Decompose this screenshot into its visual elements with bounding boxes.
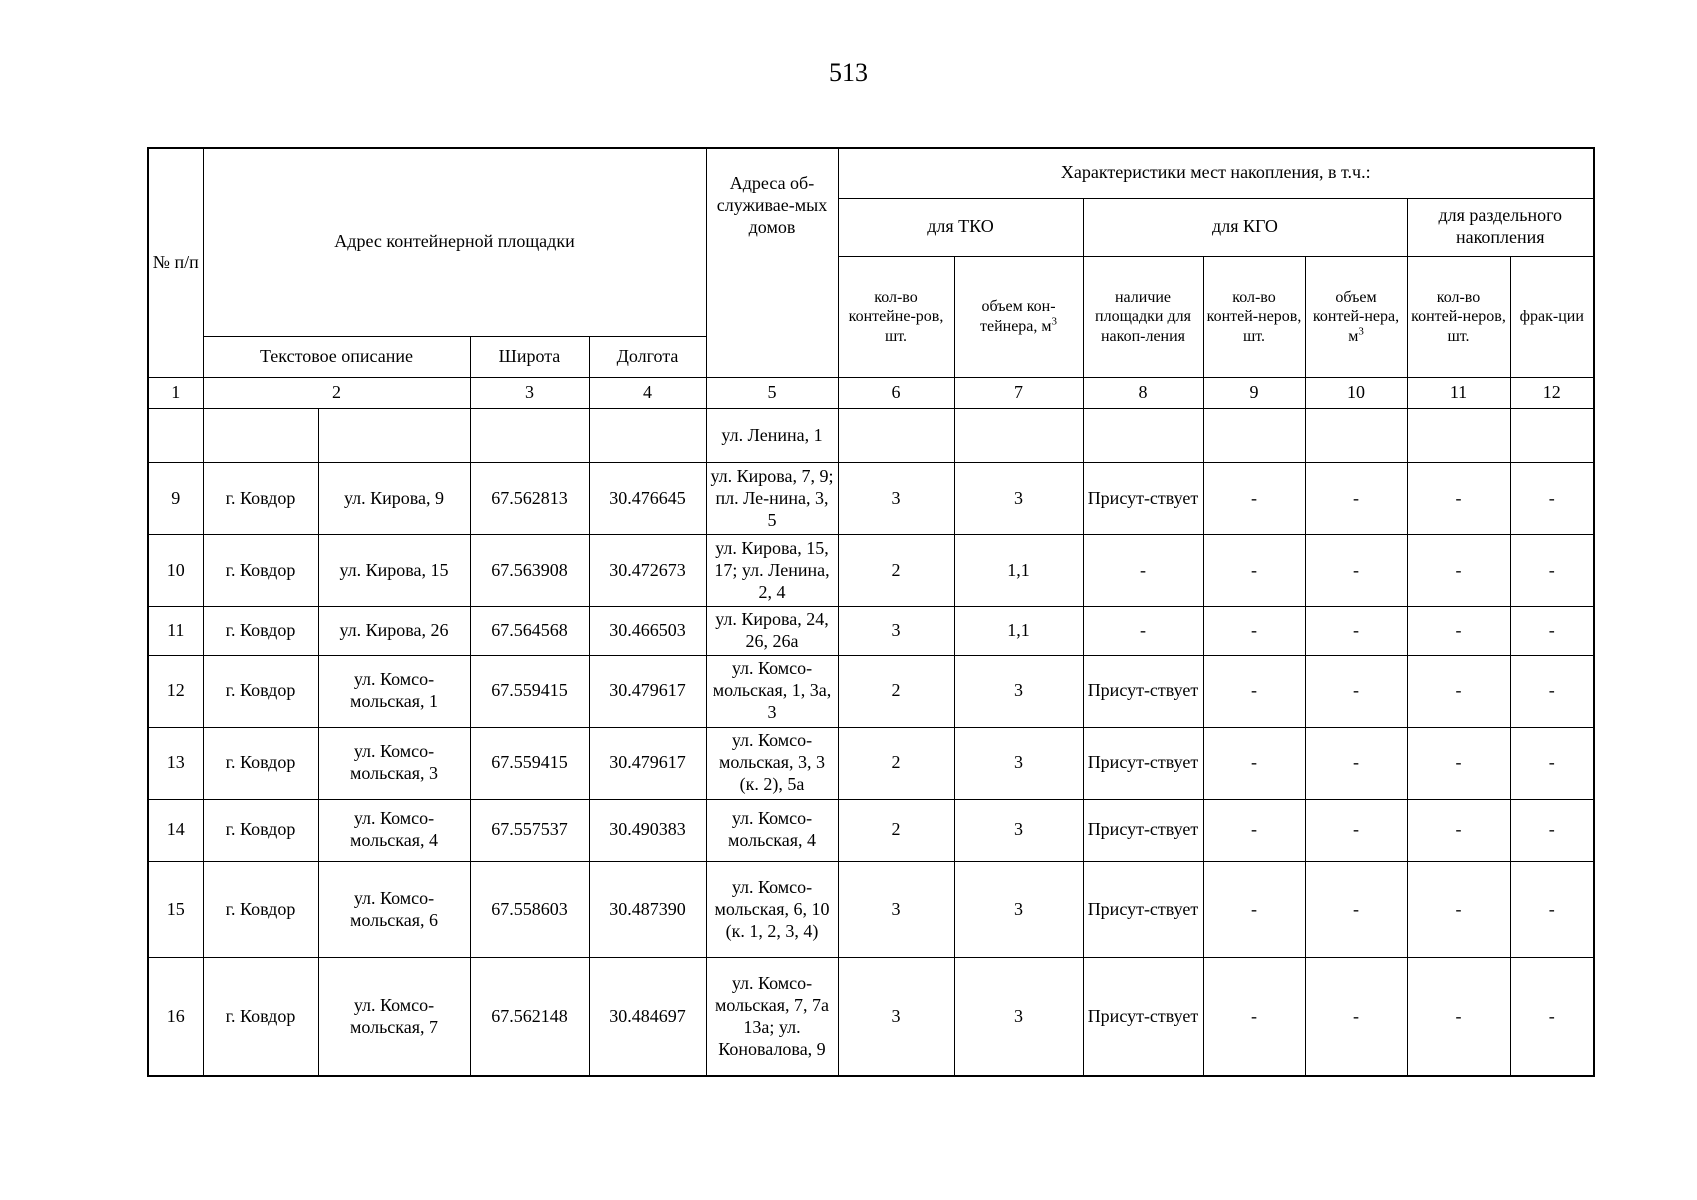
row-served-houses: ул. Комсо-мольская, 7, 7а 13а; ул. Коновалова, 9 bbox=[706, 958, 838, 1076]
row-city: г. Ковдор bbox=[203, 958, 318, 1076]
row-latitude: 67.563908 bbox=[470, 535, 589, 607]
row-kgo-volume: - bbox=[1305, 535, 1407, 607]
column-number: 9 bbox=[1203, 377, 1305, 408]
row-kgo-site: Присут-ствует bbox=[1083, 727, 1203, 799]
row-sep-count: - bbox=[1407, 958, 1510, 1076]
row-served-houses: ул. Комсо-мольская, 1, 3а, 3 bbox=[706, 655, 838, 727]
row-kgo-volume: - bbox=[1305, 862, 1407, 958]
row-kgo-volume: - bbox=[1305, 655, 1407, 727]
row-tko-volume: 3 bbox=[954, 727, 1083, 799]
header-latitude: Широта bbox=[470, 336, 589, 377]
row-longitude: 30.487390 bbox=[589, 862, 706, 958]
row-kgo-site: - bbox=[1083, 535, 1203, 607]
row-city: г. Ковдор bbox=[203, 655, 318, 727]
row-street: ул. Кирова, 15 bbox=[318, 535, 470, 607]
row-latitude: 67.562148 bbox=[470, 958, 589, 1076]
row-kgo-site bbox=[1083, 409, 1203, 463]
header-num: № п/п bbox=[148, 148, 203, 377]
row-street: ул. Кирова, 26 bbox=[318, 607, 470, 655]
header-separate: для раздельного накопления bbox=[1407, 198, 1594, 256]
header-tko-count: кол-во контейне-ров, шт. bbox=[838, 256, 954, 377]
row-latitude: 67.557537 bbox=[470, 799, 589, 861]
row-tko-volume: 1,1 bbox=[954, 535, 1083, 607]
row-kgo-count: - bbox=[1203, 463, 1305, 535]
row-sep-count: - bbox=[1407, 727, 1510, 799]
row-latitude: 67.559415 bbox=[470, 655, 589, 727]
row-tko-volume: 3 bbox=[954, 958, 1083, 1076]
row-served-houses: ул. Кирова, 7, 9; пл. Ле-нина, 3, 5 bbox=[706, 463, 838, 535]
row-number: 15 bbox=[148, 862, 203, 958]
column-number: 11 bbox=[1407, 377, 1510, 408]
row-number: 13 bbox=[148, 727, 203, 799]
page-number: 513 bbox=[829, 58, 868, 87]
row-tko-count: 3 bbox=[838, 862, 954, 958]
row-kgo-volume: - bbox=[1305, 727, 1407, 799]
row-served-houses: ул. Комсо-мольская, 6, 10 (к. 1, 2, 3, 4) bbox=[706, 862, 838, 958]
row-served-houses: ул. Ленина, 1 bbox=[706, 409, 838, 463]
row-street: ул. Комсо-мольская, 1 bbox=[318, 655, 470, 727]
row-number: 9 bbox=[148, 463, 203, 535]
table-row bbox=[148, 409, 1594, 463]
header-kgo-count: кол-во контей-неров, шт. bbox=[1203, 256, 1305, 377]
row-street: ул. Комсо-мольская, 6 bbox=[318, 862, 470, 958]
row-sep-count bbox=[1407, 409, 1510, 463]
row-tko-volume: 3 bbox=[954, 799, 1083, 861]
row-kgo-count: - bbox=[1203, 535, 1305, 607]
row-city: г. Ковдор bbox=[203, 535, 318, 607]
row-kgo-count: - bbox=[1203, 655, 1305, 727]
row-kgo-count: - bbox=[1203, 607, 1305, 655]
row-longitude bbox=[589, 409, 706, 463]
row-street: ул. Комсо-мольская, 3 bbox=[318, 727, 470, 799]
column-number: 8 bbox=[1083, 377, 1203, 408]
row-tko-volume: 3 bbox=[954, 655, 1083, 727]
row-tko-volume bbox=[954, 409, 1083, 463]
row-number: 14 bbox=[148, 799, 203, 861]
header-sep-count: кол-во контей-неров, шт. bbox=[1407, 256, 1510, 377]
row-kgo-volume: - bbox=[1305, 463, 1407, 535]
header-longitude: Долгота bbox=[589, 336, 706, 377]
column-numbers-row bbox=[148, 377, 1594, 408]
row-kgo-count bbox=[1203, 409, 1305, 463]
row-served-houses: ул. Комсо-мольская, 4 bbox=[706, 799, 838, 861]
table-row bbox=[148, 862, 1594, 958]
row-sep-fractions: - bbox=[1510, 799, 1594, 861]
header-sep-fractions: фрак-ции bbox=[1510, 256, 1594, 377]
row-longitude: 30.466503 bbox=[589, 607, 706, 655]
column-number: 2 bbox=[203, 377, 470, 408]
row-city: г. Ковдор bbox=[203, 463, 318, 535]
row-latitude: 67.562813 bbox=[470, 463, 589, 535]
row-sep-fractions: - bbox=[1510, 862, 1594, 958]
row-sep-fractions: - bbox=[1510, 535, 1594, 607]
row-kgo-site: - bbox=[1083, 607, 1203, 655]
header-kgo-site: наличие площадки для накоп-ления bbox=[1083, 256, 1203, 377]
row-served-houses: ул. Комсо-мольская, 3, 3 (к. 2), 5а bbox=[706, 727, 838, 799]
row-sep-fractions bbox=[1510, 409, 1594, 463]
row-sep-count: - bbox=[1407, 607, 1510, 655]
row-tko-volume: 1,1 bbox=[954, 607, 1083, 655]
header-text-description: Текстовое описание bbox=[203, 336, 470, 377]
row-longitude: 30.490383 bbox=[589, 799, 706, 861]
row-kgo-count: - bbox=[1203, 862, 1305, 958]
table-row bbox=[148, 655, 1594, 727]
row-longitude: 30.472673 bbox=[589, 535, 706, 607]
row-city: г. Ковдор bbox=[203, 607, 318, 655]
row-tko-count bbox=[838, 409, 954, 463]
row-city: г. Ковдор bbox=[203, 727, 318, 799]
row-longitude: 30.476645 bbox=[589, 463, 706, 535]
row-kgo-site: Присут-ствует bbox=[1083, 655, 1203, 727]
row-city bbox=[203, 409, 318, 463]
row-street bbox=[318, 409, 470, 463]
row-tko-count: 2 bbox=[838, 655, 954, 727]
column-number: 1 bbox=[148, 377, 203, 408]
row-tko-count: 3 bbox=[838, 958, 954, 1076]
row-longitude: 30.484697 bbox=[589, 958, 706, 1076]
row-kgo-site: Присут-ствует bbox=[1083, 463, 1203, 535]
row-tko-count: 3 bbox=[838, 463, 954, 535]
row-kgo-count: - bbox=[1203, 958, 1305, 1076]
row-number: 12 bbox=[148, 655, 203, 727]
row-number bbox=[148, 409, 203, 463]
row-kgo-site: Присут-ствует bbox=[1083, 862, 1203, 958]
header-row-1 bbox=[148, 148, 1594, 198]
row-street: ул. Комсо-мольская, 4 bbox=[318, 799, 470, 861]
column-number: 6 bbox=[838, 377, 954, 408]
row-kgo-count: - bbox=[1203, 727, 1305, 799]
row-sep-count: - bbox=[1407, 463, 1510, 535]
table-row bbox=[148, 727, 1594, 799]
row-latitude: 67.558603 bbox=[470, 862, 589, 958]
row-street: ул. Комсо-мольская, 7 bbox=[318, 958, 470, 1076]
header-kgo: для КГО bbox=[1083, 198, 1407, 256]
row-kgo-volume: - bbox=[1305, 607, 1407, 655]
row-sep-fractions: - bbox=[1510, 655, 1594, 727]
column-number: 5 bbox=[706, 377, 838, 408]
row-kgo-site: Присут-ствует bbox=[1083, 958, 1203, 1076]
row-tko-count: 3 bbox=[838, 607, 954, 655]
row-sep-fractions: - bbox=[1510, 607, 1594, 655]
column-number: 4 bbox=[589, 377, 706, 408]
row-latitude: 67.564568 bbox=[470, 607, 589, 655]
table-row bbox=[148, 535, 1594, 607]
row-number: 16 bbox=[148, 958, 203, 1076]
row-served-houses: ул. Кирова, 24, 26, 26а bbox=[706, 607, 838, 655]
row-sep-count: - bbox=[1407, 535, 1510, 607]
table-row bbox=[148, 607, 1594, 655]
row-tko-count: 2 bbox=[838, 535, 954, 607]
row-sep-count: - bbox=[1407, 799, 1510, 861]
row-latitude bbox=[470, 409, 589, 463]
column-number: 7 bbox=[954, 377, 1083, 408]
row-kgo-volume bbox=[1305, 409, 1407, 463]
row-kgo-site: Присут-ствует bbox=[1083, 799, 1203, 861]
row-sep-fractions: - bbox=[1510, 727, 1594, 799]
header-kgo-volume: объем контей-нера, $м^3$ bbox=[1305, 256, 1407, 377]
header-address: Адрес контейнерной площадки bbox=[203, 148, 706, 336]
column-number: 10 bbox=[1305, 377, 1407, 408]
row-served-houses: ул. Кирова, 15, 17; ул. Ленина, 2, 4 bbox=[706, 535, 838, 607]
row-sep-fractions: - bbox=[1510, 463, 1594, 535]
row-kgo-count: - bbox=[1203, 799, 1305, 861]
row-kgo-volume: - bbox=[1305, 799, 1407, 861]
row-kgo-volume: - bbox=[1305, 958, 1407, 1076]
container-sites-table bbox=[147, 147, 1595, 1077]
row-longitude: 30.479617 bbox=[589, 655, 706, 727]
row-tko-volume: 3 bbox=[954, 862, 1083, 958]
column-number: 12 bbox=[1510, 377, 1594, 408]
row-number: 11 bbox=[148, 607, 203, 655]
row-city: г. Ковдор bbox=[203, 862, 318, 958]
row-tko-count: 2 bbox=[838, 727, 954, 799]
row-city: г. Ковдор bbox=[203, 799, 318, 861]
row-tko-count: 2 bbox=[838, 799, 954, 861]
table-row bbox=[148, 799, 1594, 861]
header-characteristics: Характеристики мест накопления, в т.ч.: bbox=[838, 148, 1594, 198]
row-sep-count: - bbox=[1407, 655, 1510, 727]
column-number: 3 bbox=[470, 377, 589, 408]
header-served: Адреса об-служивае-мых домов bbox=[706, 148, 838, 377]
row-latitude: 67.559415 bbox=[470, 727, 589, 799]
row-tko-volume: 3 bbox=[954, 463, 1083, 535]
row-sep-count: - bbox=[1407, 862, 1510, 958]
header-tko: для ТКО bbox=[838, 198, 1083, 256]
row-sep-fractions: - bbox=[1510, 958, 1594, 1076]
header-tko-volume: объем кон-тейнера, $м^3$ bbox=[954, 256, 1083, 377]
row-street: ул. Кирова, 9 bbox=[318, 463, 470, 535]
table-row bbox=[148, 958, 1594, 1076]
row-number: 10 bbox=[148, 535, 203, 607]
table-row bbox=[148, 463, 1594, 535]
row-longitude: 30.479617 bbox=[589, 727, 706, 799]
